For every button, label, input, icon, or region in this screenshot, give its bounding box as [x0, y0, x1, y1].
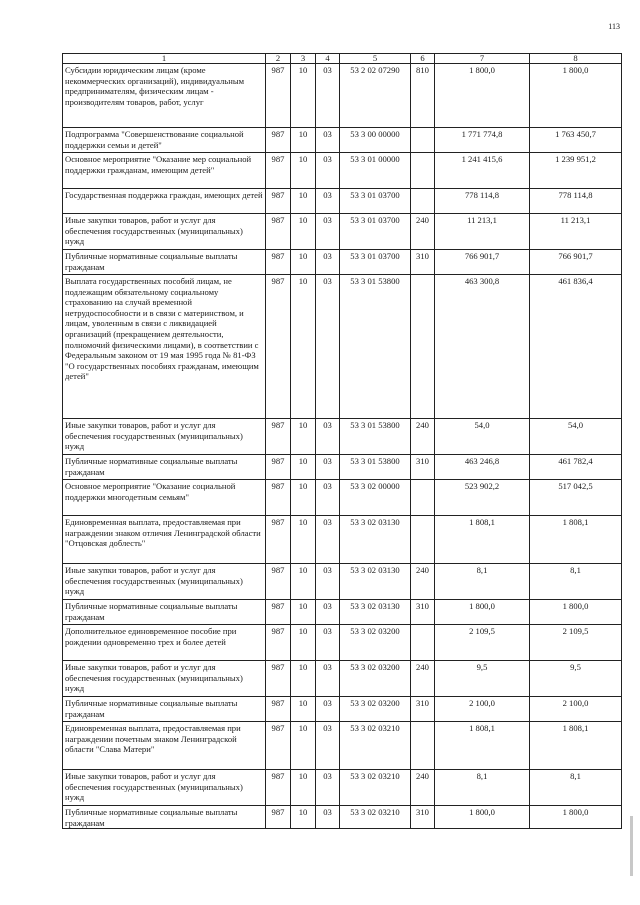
row-vr-cell: 310	[411, 697, 435, 722]
row-ved-cell: 987	[266, 480, 291, 516]
row-vr-cell: 810	[411, 64, 435, 128]
row-rz-cell: 10	[291, 661, 316, 697]
row-rz-cell: 10	[291, 516, 316, 564]
row-name-cell: Подпрограмма "Совершенствование социальной поддержки семьи и детей"	[63, 128, 266, 153]
table-row	[63, 455, 622, 480]
row-vr-cell: 310	[411, 600, 435, 625]
row-sum1-cell: 766 901,7	[435, 250, 530, 275]
row-sum1-cell: 1 800,0	[435, 600, 530, 625]
row-vr-cell	[411, 153, 435, 189]
table-row	[63, 250, 622, 275]
row-pr-cell: 03	[316, 419, 340, 455]
row-sum1-cell: 54,0	[435, 419, 530, 455]
row-vr-cell	[411, 722, 435, 770]
col-header-csr: 5	[340, 54, 411, 64]
table-row	[63, 722, 622, 770]
row-ved-cell: 987	[266, 128, 291, 153]
row-vr-cell	[411, 189, 435, 214]
row-name-cell: Публичные нормативные социальные выплаты гражданам	[63, 455, 266, 480]
table-row	[63, 600, 622, 625]
row-csr-cell: 53 3 02 03210	[340, 722, 411, 770]
row-sum1-cell: 1 800,0	[435, 806, 530, 829]
row-csr-cell: 53 3 00 00000	[340, 128, 411, 153]
row-csr-cell: 53 3 01 00000	[340, 153, 411, 189]
row-vr-cell	[411, 625, 435, 661]
row-sum2-cell: 778 114,8	[530, 189, 622, 214]
page-number: 113	[608, 22, 620, 31]
row-sum1-cell: 463 300,8	[435, 275, 530, 419]
row-pr-cell: 03	[316, 516, 340, 564]
row-sum2-cell: 766 901,7	[530, 250, 622, 275]
row-rz-cell: 10	[291, 128, 316, 153]
row-csr-cell: 53 3 01 03700	[340, 214, 411, 250]
row-ved-cell: 987	[266, 455, 291, 480]
row-name-cell: Государственная поддержка граждан, имеющих детей	[63, 189, 266, 214]
row-csr-cell: 53 2 02 07290	[340, 64, 411, 128]
row-sum2-cell: 1 763 450,7	[530, 128, 622, 153]
row-sum2-cell: 461 782,4	[530, 455, 622, 480]
row-pr-cell: 03	[316, 189, 340, 214]
row-pr-cell: 03	[316, 64, 340, 128]
row-sum2-cell: 9,5	[530, 661, 622, 697]
row-pr-cell: 03	[316, 214, 340, 250]
header-row	[63, 54, 622, 64]
row-csr-cell: 53 3 02 03130	[340, 516, 411, 564]
col-header-name: 1	[63, 54, 266, 64]
table-row	[63, 64, 622, 128]
row-sum2-cell: 461 836,4	[530, 275, 622, 419]
row-pr-cell: 03	[316, 455, 340, 480]
row-vr-cell: 310	[411, 250, 435, 275]
row-sum2-cell: 1 239 951,2	[530, 153, 622, 189]
row-pr-cell: 03	[316, 250, 340, 275]
table-body	[63, 64, 622, 829]
row-rz-cell: 10	[291, 480, 316, 516]
row-csr-cell: 53 3 02 03200	[340, 625, 411, 661]
row-sum1-cell: 1 241 415,6	[435, 153, 530, 189]
row-csr-cell: 53 3 01 53800	[340, 455, 411, 480]
table-row	[63, 480, 622, 516]
row-sum1-cell: 1 808,1	[435, 516, 530, 564]
row-pr-cell: 03	[316, 697, 340, 722]
row-pr-cell: 03	[316, 722, 340, 770]
row-rz-cell: 10	[291, 455, 316, 480]
row-ved-cell: 987	[266, 189, 291, 214]
row-name-cell: Основное мероприятие "Оказание мер социальной поддержки гражданам, имеющим детей"	[63, 153, 266, 189]
row-rz-cell: 10	[291, 275, 316, 419]
row-vr-cell: 240	[411, 419, 435, 455]
row-pr-cell: 03	[316, 128, 340, 153]
row-sum1-cell: 463 246,8	[435, 455, 530, 480]
row-name-cell: Публичные нормативные социальные выплаты гражданам	[63, 600, 266, 625]
row-name-cell: Основное мероприятие "Оказание социальной поддержки многодетным семьям"	[63, 480, 266, 516]
table-row	[63, 625, 622, 661]
table-row	[63, 189, 622, 214]
row-rz-cell: 10	[291, 250, 316, 275]
row-name-cell: Единовременная выплата, предоставляемая при награждении почетным знаком Ленинградской области "Слава Матери"	[63, 722, 266, 770]
row-vr-cell: 240	[411, 214, 435, 250]
row-rz-cell: 10	[291, 153, 316, 189]
row-sum2-cell: 54,0	[530, 419, 622, 455]
row-csr-cell: 53 3 01 53800	[340, 275, 411, 419]
row-ved-cell: 987	[266, 250, 291, 275]
row-csr-cell: 53 3 02 03210	[340, 806, 411, 829]
table-row	[63, 806, 622, 829]
row-ved-cell: 987	[266, 153, 291, 189]
row-csr-cell: 53 3 02 03210	[340, 770, 411, 806]
row-ved-cell: 987	[266, 564, 291, 600]
row-rz-cell: 10	[291, 722, 316, 770]
row-rz-cell: 10	[291, 806, 316, 829]
budget-table	[62, 53, 622, 829]
row-csr-cell: 53 3 02 03200	[340, 661, 411, 697]
table-row	[63, 153, 622, 189]
row-csr-cell: 53 3 02 03130	[340, 564, 411, 600]
row-sum1-cell: 8,1	[435, 770, 530, 806]
row-pr-cell: 03	[316, 806, 340, 829]
row-rz-cell: 10	[291, 625, 316, 661]
col-header-pr: 4	[316, 54, 340, 64]
col-header-rz: 3	[291, 54, 316, 64]
row-pr-cell: 03	[316, 625, 340, 661]
row-ved-cell: 987	[266, 661, 291, 697]
row-name-cell: Иные закупки товаров, работ и услуг для обеспечения государственных (муниципальных) нужд	[63, 419, 266, 455]
row-pr-cell: 03	[316, 275, 340, 419]
table-row	[63, 275, 622, 419]
row-csr-cell: 53 3 02 00000	[340, 480, 411, 516]
row-ved-cell: 987	[266, 275, 291, 419]
table-row	[63, 128, 622, 153]
row-sum1-cell: 523 902,2	[435, 480, 530, 516]
row-name-cell: Выплата государственных пособий лицам, не подлежащим обязательному социальному страхованию на случай временной нетрудоспособности и в связи с материнством, и лицам, уволенным в связи с ликвидацией организаций (прекращением деятельности, полномочий физическими лицами), в соответствии с Федеральным законом от 19 мая 1995 года № 81-ФЗ "О государственных пособиях гражданам, имеющим детей"	[63, 275, 266, 419]
row-sum1-cell: 2 109,5	[435, 625, 530, 661]
row-pr-cell: 03	[316, 153, 340, 189]
row-sum2-cell: 1 800,0	[530, 806, 622, 829]
row-sum2-cell: 2 100,0	[530, 697, 622, 722]
row-rz-cell: 10	[291, 770, 316, 806]
row-name-cell: Субсидии юридическим лицам (кроме некоммерческих организаций), индивидуальным предпринимателям, физическим лицам - производителям товаров, работ, услуг	[63, 64, 266, 128]
row-name-cell: Единовременная выплата, предоставляемая при награждении знаком отличия Ленинградской области "Отцовская доблесть"	[63, 516, 266, 564]
row-rz-cell: 10	[291, 214, 316, 250]
row-vr-cell: 240	[411, 661, 435, 697]
row-ved-cell: 987	[266, 419, 291, 455]
row-sum1-cell: 1 808,1	[435, 722, 530, 770]
row-ved-cell: 987	[266, 64, 291, 128]
col-header-vr: 6	[411, 54, 435, 64]
row-sum2-cell: 8,1	[530, 770, 622, 806]
table-row	[63, 419, 622, 455]
row-sum1-cell: 2 100,0	[435, 697, 530, 722]
row-csr-cell: 53 3 02 03200	[340, 697, 411, 722]
table-row	[63, 516, 622, 564]
row-sum1-cell: 778 114,8	[435, 189, 530, 214]
row-pr-cell: 03	[316, 661, 340, 697]
col-header-sum1: 7	[435, 54, 530, 64]
row-vr-cell	[411, 516, 435, 564]
row-pr-cell: 03	[316, 770, 340, 806]
row-rz-cell: 10	[291, 189, 316, 214]
row-sum2-cell: 8,1	[530, 564, 622, 600]
row-ved-cell: 987	[266, 722, 291, 770]
row-sum1-cell: 1 800,0	[435, 64, 530, 128]
scan-edge-mark	[630, 816, 633, 876]
row-name-cell: Иные закупки товаров, работ и услуг для обеспечения государственных (муниципальных) нужд	[63, 661, 266, 697]
row-sum1-cell: 1 771 774,8	[435, 128, 530, 153]
row-sum1-cell: 8,1	[435, 564, 530, 600]
row-ved-cell: 987	[266, 806, 291, 829]
row-vr-cell: 240	[411, 770, 435, 806]
col-header-ved: 2	[266, 54, 291, 64]
row-vr-cell: 310	[411, 806, 435, 829]
row-name-cell: Иные закупки товаров, работ и услуг для обеспечения государственных (муниципальных) нужд	[63, 770, 266, 806]
table-row	[63, 661, 622, 697]
row-name-cell: Публичные нормативные социальные выплаты гражданам	[63, 697, 266, 722]
row-ved-cell: 987	[266, 516, 291, 564]
row-pr-cell: 03	[316, 480, 340, 516]
row-sum2-cell: 1 808,1	[530, 516, 622, 564]
row-ved-cell: 987	[266, 214, 291, 250]
row-sum2-cell: 517 042,5	[530, 480, 622, 516]
row-vr-cell	[411, 128, 435, 153]
row-ved-cell: 987	[266, 697, 291, 722]
row-name-cell: Публичные нормативные социальные выплаты гражданам	[63, 250, 266, 275]
row-csr-cell: 53 3 02 03130	[340, 600, 411, 625]
row-name-cell: Иные закупки товаров, работ и услуг для обеспечения государственных (муниципальных) нужд	[63, 564, 266, 600]
row-ved-cell: 987	[266, 770, 291, 806]
row-vr-cell	[411, 275, 435, 419]
table-row	[63, 564, 622, 600]
row-vr-cell	[411, 480, 435, 516]
row-sum2-cell: 1 808,1	[530, 722, 622, 770]
row-vr-cell: 310	[411, 455, 435, 480]
row-sum2-cell: 11 213,1	[530, 214, 622, 250]
row-rz-cell: 10	[291, 419, 316, 455]
table-row	[63, 214, 622, 250]
row-name-cell: Иные закупки товаров, работ и услуг для обеспечения государственных (муниципальных) нужд	[63, 214, 266, 250]
row-name-cell: Дополнительное единовременное пособие при рождении одновременно трех и более детей	[63, 625, 266, 661]
row-sum2-cell: 1 800,0	[530, 600, 622, 625]
row-rz-cell: 10	[291, 564, 316, 600]
row-ved-cell: 987	[266, 600, 291, 625]
row-rz-cell: 10	[291, 64, 316, 128]
row-sum1-cell: 9,5	[435, 661, 530, 697]
row-name-cell: Публичные нормативные социальные выплаты гражданам	[63, 806, 266, 829]
row-csr-cell: 53 3 01 53800	[340, 419, 411, 455]
row-rz-cell: 10	[291, 697, 316, 722]
table-row	[63, 770, 622, 806]
row-sum1-cell: 11 213,1	[435, 214, 530, 250]
row-vr-cell: 240	[411, 564, 435, 600]
row-rz-cell: 10	[291, 600, 316, 625]
row-pr-cell: 03	[316, 564, 340, 600]
row-ved-cell: 987	[266, 625, 291, 661]
row-sum2-cell: 2 109,5	[530, 625, 622, 661]
col-header-sum2: 8	[530, 54, 622, 64]
row-sum2-cell: 1 800,0	[530, 64, 622, 128]
row-csr-cell: 53 3 01 03700	[340, 189, 411, 214]
table-row	[63, 697, 622, 722]
row-pr-cell: 03	[316, 600, 340, 625]
row-csr-cell: 53 3 01 03700	[340, 250, 411, 275]
